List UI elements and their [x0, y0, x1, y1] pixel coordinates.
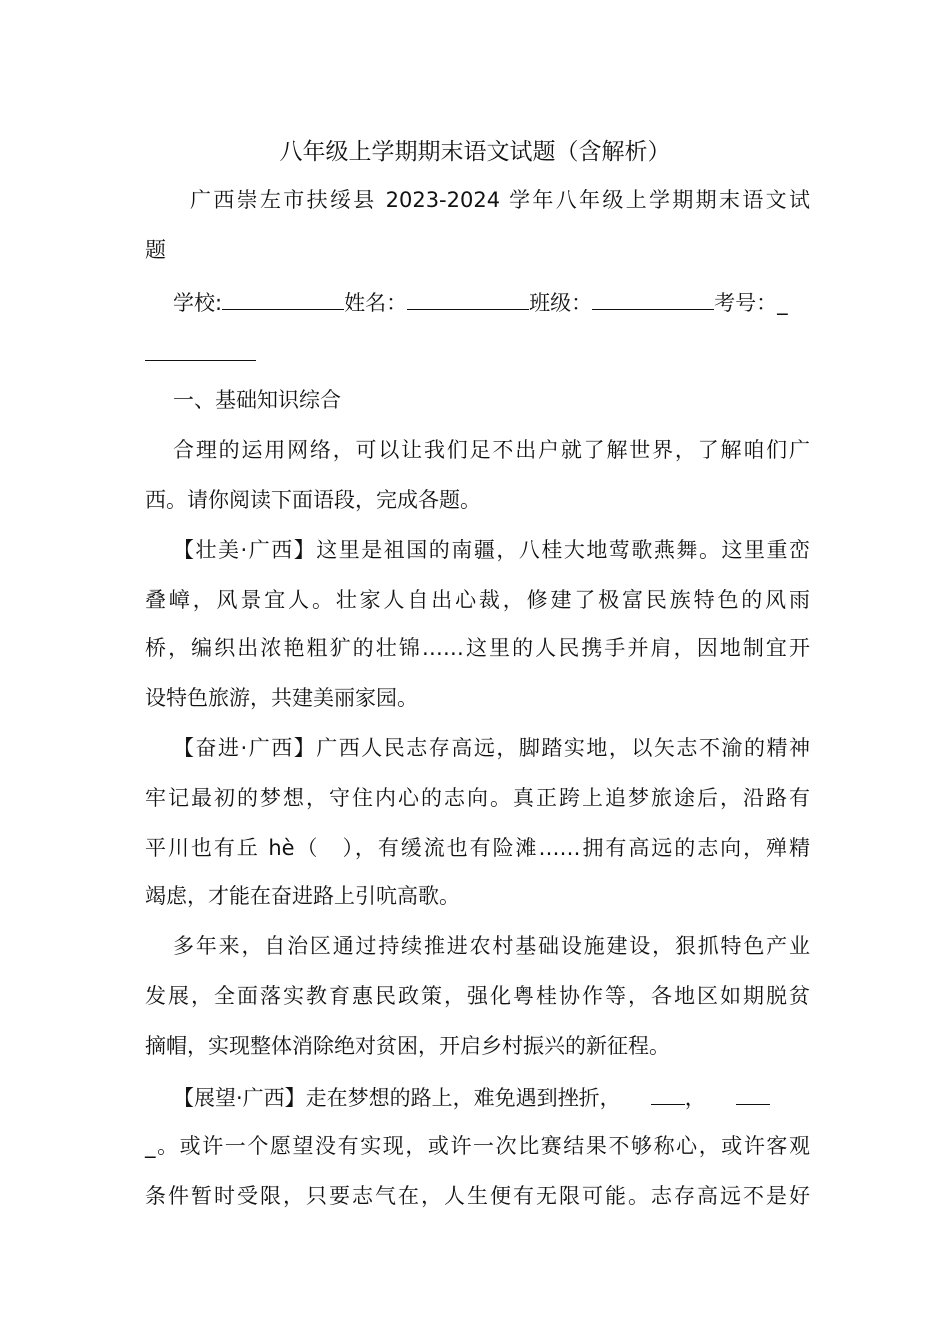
zhuangmei-line-3: 桥，编织出浓艳粗犷的壮锦……这里的人民携手并肩，因地制宜开 [145, 636, 810, 660]
school-label: 学校: [173, 291, 223, 315]
name-blank [407, 287, 529, 310]
answer-blank-2 [736, 1082, 770, 1105]
fenjin-line-3: 平川也有丘 hè（ ），有缓流也有险滩……拥有高远的志向，殚精 [145, 836, 810, 860]
name-label: 姓名： [344, 291, 408, 315]
intro-line-1: 合理的运用网络，可以让我们足不出户就了解世界，了解咱们广 [173, 438, 810, 462]
zhanwang-comma: ， [684, 1086, 706, 1110]
subtitle-line-2: 题 [145, 238, 166, 262]
zhuangmei-line-1: 【壮美·广西】这里是祖国的南疆，八桂大地莺歌燕舞。这里重峦 [173, 538, 810, 562]
subtitle-line-1: 广西崇左市扶绥县 2023-2024 学年八年级上学期期末语文试 [190, 188, 810, 212]
zhuangmei-line-2: 叠嶂，风景宜人。壮家人自出心裁，修建了极富民族特色的风雨 [145, 588, 810, 612]
exam-number-blank [145, 360, 256, 361]
school-blank [222, 287, 344, 310]
zhanwang-line-3: 条件暂时受限，只要志气在，人生便有无限可能。志存高远不是好 [145, 1184, 810, 1208]
answer-blank-1 [651, 1082, 685, 1105]
document-title: 八年级上学期期末语文试题（含解析） [279, 139, 671, 165]
fenjin-line-2: 牢记最初的梦想，守住内心的志向。真正跨上追梦旅途后，沿路有 [145, 786, 810, 810]
duonian-line-3: 摘帽，实现整体消除绝对贫困，开启乡村振兴的新征程。 [145, 1034, 670, 1058]
zhanwang-line-2: _。或许一个愿望没有实现，或许一次比赛结果不够称心，或许客观 [145, 1134, 810, 1158]
section-heading: 一、基础知识综合 [173, 388, 341, 412]
zhuangmei-line-4: 设特色旅游，共建美丽家园。 [145, 686, 418, 710]
duonian-line-1: 多年来，自治区通过持续推进农村基础设施建设，狠抓特色产业 [173, 934, 810, 958]
duonian-line-2: 发展，全面落实教育惠民政策，强化粤桂协作等，各地区如期脱贫 [145, 984, 810, 1008]
class-label: 班级： [529, 291, 593, 315]
student-info-row [173, 287, 788, 317]
zhanwang-line-1 [173, 1082, 810, 1112]
zhanwang-line-1-text: 【展望·广西】走在梦想的路上，难免遇到挫折， [173, 1086, 621, 1110]
fenjin-line-4: 竭虑，才能在奋进路上引吭高歌。 [145, 884, 460, 908]
class-blank [592, 287, 714, 310]
fenjin-line-1: 【奋进·广西】广西人民志存高远，脚踏实地，以矢志不渝的精神 [173, 736, 810, 760]
exam-number-label: 考号：_ [714, 291, 788, 315]
intro-line-2: 西。请你阅读下面语段，完成各题。 [145, 488, 481, 512]
